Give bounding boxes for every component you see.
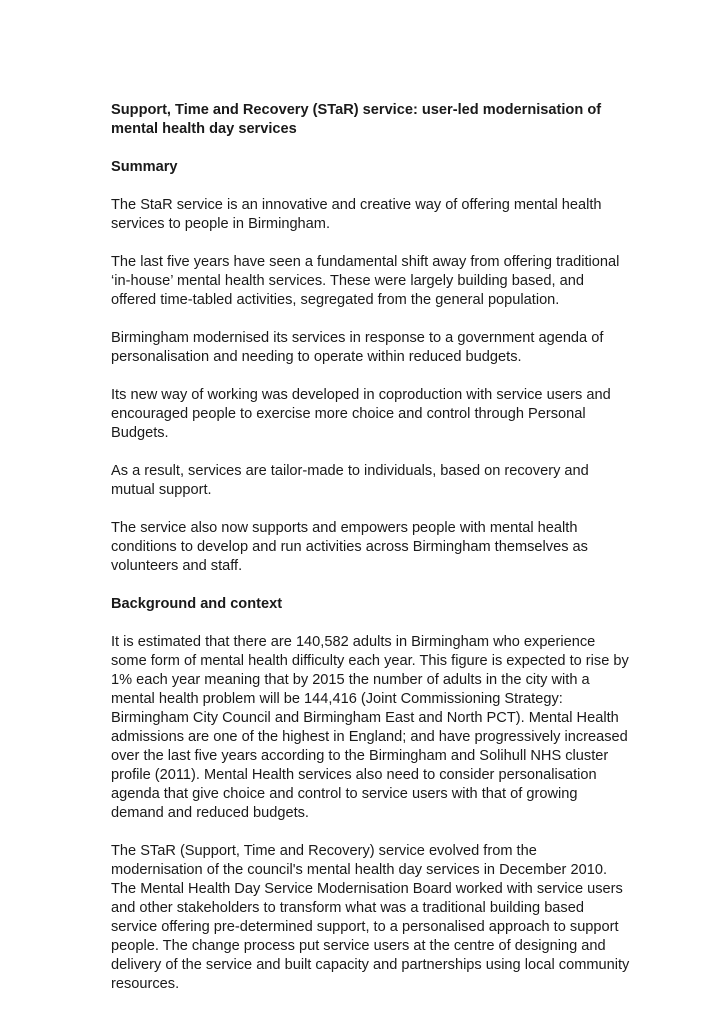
background-paragraph: The STaR (Support, Time and Recovery) service evolved from the modernisation of the council's mental health day services in December 2010. The Mental Health Day Service Modernisation Board worked with service users and other stakeholders to transform what was a traditional building based service offering pre-determined support, to a personalised approach to support people. The change process put service users at the centre of designing and delivery of the service and built capacity and partnerships using local community resources. [111,843,630,992]
summary-paragraph: The service also now supports and empowers people with mental health conditions to develop and run activities across Birmingham themselves as volunteers and staff. [111,520,588,574]
summary-paragraph: As a result, services are tailor-made to individuals, based on recovery and mutual support. [111,463,589,498]
summary-paragraph: The StaR service is an innovative and creative way of offering mental health services to people in Birmingham. [111,197,602,232]
document-title: Support, Time and Recovery (STaR) service: user-led modernisation of mental health day services [111,102,602,137]
section-heading-background: Background and context [111,596,283,612]
summary-paragraph: Birmingham modernised its services in response to a government agenda of personalisation and needing to operate within reduced budgets. [111,330,604,365]
background-paragraph: It is estimated that there are 140,582 adults in Birmingham who experience some form of mental health difficulty each year. This figure is expected to rise by 1% each year meaning that by 2015 the number of adults in the city with a mental health problem will be 144,416 (Joint Commissioning Strategy: Birmingham City Council and Birmingham East and North PCT). Mental Health admissions are one of the highest in England; and have progressively increased over the last five years according to the Birmingham and Solihull NHS cluster profile (2011). Mental Health services also need to consider personalisation agenda that give choice and control to service users with that of growing demand and reduced budgets. [111,634,629,821]
section-heading-summary: Summary [111,159,178,175]
document-page [111,101,631,1013]
summary-paragraph: Its new way of working was developed in coproduction with service users and encouraged people to exercise more choice and control through Personal Budgets. [111,387,611,441]
summary-paragraph: The last five years have seen a fundamental shift away from offering traditional ‘in-house’ mental health services. These were largely building based, and offered time-tabled activities, segregated from the general population. [111,254,620,308]
